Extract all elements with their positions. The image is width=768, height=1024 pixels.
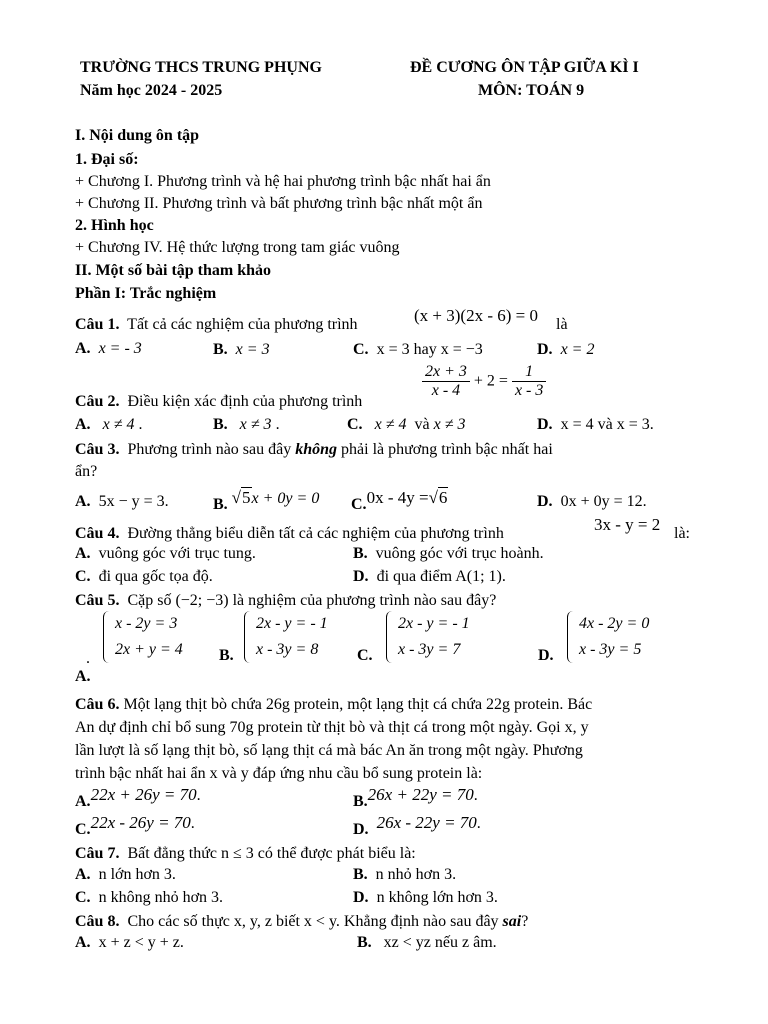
question-text-line: ẩn?: [75, 463, 98, 480]
option-letter: C.: [75, 821, 91, 838]
option-b: [353, 545, 544, 563]
question-text: Đường thẳng biểu diễn tất cả các nghiệm của phương trình: [127, 525, 504, 542]
question-text: Điều kiện xác định của phương trình: [127, 393, 363, 410]
option-letter: A.: [75, 545, 91, 562]
geometry-heading: 2. Hình học: [75, 217, 154, 234]
option-c-system: [386, 611, 470, 663]
option-value: vuông góc với trục hoành.: [375, 545, 544, 562]
option-d: [537, 341, 594, 359]
option-letter: A.: [75, 493, 91, 510]
option-c: C.0x - 4y =√6: [351, 488, 448, 513]
option-letter: B.: [213, 416, 228, 433]
question-2: [75, 391, 362, 413]
question-text: Tất cả các nghiệm của phương trình: [127, 316, 358, 333]
option-c: [347, 416, 465, 434]
option-letter: D.: [537, 493, 553, 510]
option-b: B.: [219, 647, 234, 664]
question-text: Cặp số (−2; −3) là nghiệm của phương trình nào sau đây?: [127, 592, 497, 609]
option-value: 22x + 26y = 70: [90, 785, 197, 804]
option-letter: B.: [353, 866, 368, 883]
option-letter: A.: [75, 866, 91, 883]
option-letter: D.: [353, 821, 369, 838]
option-c: C.: [357, 647, 373, 664]
option-value: 26x - 22y = 70: [376, 813, 477, 832]
question-8: [75, 911, 528, 933]
question-tail: là: [556, 316, 568, 333]
option-letter: B.: [357, 934, 372, 951]
option-d: [537, 493, 647, 511]
question-label: Câu 6.: [75, 696, 120, 713]
system-equation: 2x - y = - 1: [398, 615, 470, 632]
option-letter: B.: [353, 793, 368, 810]
option-value: đi qua gốc tọa độ.: [98, 568, 213, 585]
question-text: ?: [521, 913, 529, 930]
option-d-system: [567, 611, 649, 663]
option-value: x ≠ 4: [374, 416, 407, 433]
option-a: [75, 545, 256, 563]
option-letter: D.: [353, 568, 369, 585]
option-b: [353, 866, 456, 884]
option-letter: A.: [75, 340, 91, 357]
school-name: TRƯỜNG THCS TRUNG PHỤNG: [80, 59, 322, 76]
question-text: phải là phương trình bậc nhất hai: [341, 441, 553, 458]
option-a: [75, 340, 142, 358]
option-a: [75, 866, 176, 884]
option-value: 0x - 4y =: [366, 488, 429, 507]
option-c: [75, 568, 213, 586]
question-label: Câu 5.: [75, 592, 120, 609]
option-c: [353, 341, 483, 359]
conjunction: và: [414, 416, 430, 433]
sqrt-value: 5: [242, 488, 251, 507]
fraction-denominator: x - 3: [514, 382, 544, 399]
sqrt-value: 6: [438, 488, 448, 507]
option-value: x = 4 và x = 3.: [560, 416, 654, 433]
system-equation: x - 3y = 7: [398, 641, 461, 658]
document-title: ĐỀ CƯƠNG ÔN TẬP GIỮA KÌ I: [410, 59, 639, 76]
option-letter: C.: [351, 496, 367, 513]
option-d: [353, 568, 506, 586]
question-label: Câu 4.: [75, 525, 120, 542]
system-equation: x - 3y = 8: [256, 641, 319, 658]
option-letter: D.: [537, 341, 553, 358]
question-text: Bất đẳng thức n ≤ 3 có thể được phát biểu là:: [127, 845, 416, 862]
question-label: Câu 8.: [75, 913, 120, 930]
option-letter: D.: [353, 889, 369, 906]
fraction-denominator: x - 4: [431, 382, 461, 399]
question-3: [75, 439, 553, 461]
option-a-dot: .: [86, 650, 90, 667]
option-b-system: [244, 611, 328, 663]
option-value: x ≠ 4: [102, 416, 135, 433]
option-value: 5x − y = 3.: [98, 493, 169, 510]
option-a-system: [103, 611, 183, 663]
option-value: xz < yz nếu z âm.: [383, 934, 497, 951]
option-value: x = 3: [235, 341, 270, 358]
option-value: vuông góc với trục tung.: [98, 545, 256, 562]
algebra-heading: 1. Đại số:: [75, 151, 139, 168]
option-d: D.: [538, 647, 554, 664]
option-d: [537, 416, 654, 434]
question-label: Câu 3.: [75, 441, 120, 458]
equation: (x + 3)(2x - 6) = 0: [414, 306, 538, 325]
option-letter: C.: [353, 341, 369, 358]
option-value: 22x - 26y = 70: [90, 813, 191, 832]
option-c: C.22x - 26y = 70.: [75, 813, 195, 838]
system-equation: 2x + y = 4: [115, 641, 183, 658]
question-4: [75, 523, 504, 545]
option-letter: C.: [75, 889, 91, 906]
equation: 3x - y = 2: [594, 515, 661, 534]
question-label: Câu 2.: [75, 393, 120, 410]
option-letter: C.: [347, 416, 363, 433]
system-equation: 4x - 2y = 0: [579, 615, 650, 632]
question-7: [75, 843, 416, 865]
system-equation: 2x - y = - 1: [256, 615, 328, 632]
option-b: B. √5x + 0y = 0: [213, 488, 320, 513]
school-year: Năm học 2024 - 2025: [80, 82, 223, 99]
section-2-heading: II. Một số bài tập tham khảo: [75, 262, 272, 279]
system-equation: x - 3y = 5: [579, 641, 642, 658]
option-value: x + z < y + z.: [98, 934, 184, 951]
section-1-heading: I. Nội dung ôn tập: [75, 127, 200, 144]
question-text: Một lạng thịt bò chứa 26g protein, một lạng thịt cá chứa 22g protein. Bác: [123, 696, 593, 713]
option-b: [357, 934, 497, 952]
option-letter: B.: [213, 496, 228, 513]
option-letter: B.: [353, 545, 368, 562]
question-label: Câu 7.: [75, 845, 120, 862]
option-c: [75, 889, 223, 907]
question-text-line: lần lượt là số lạng thịt bò, số lạng thịt cá mà bác An ăn trong một ngày. Phương: [75, 742, 583, 759]
option-value: x = 2: [560, 341, 595, 358]
geometry-item: + Chương IV. Hệ thức lượng trong tam giác vuông: [75, 239, 400, 256]
option-value: n lớn hơn 3.: [98, 866, 176, 883]
algebra-item: + Chương I. Phương trình và hệ hai phương trình bậc nhất hai ẩn: [75, 173, 491, 190]
subject-title: MÔN: TOÁN 9: [478, 82, 585, 99]
option-letter: C.: [75, 568, 91, 585]
question-label: Câu 1.: [75, 316, 120, 333]
option-value: 26x + 22y = 70: [367, 785, 474, 804]
option-d: D. 26x - 22y = 70.: [353, 813, 481, 838]
option-value: n nhỏ hơn 3.: [375, 866, 457, 883]
emphasis: không: [295, 441, 338, 458]
question-1: [75, 314, 358, 336]
option-d: [353, 889, 498, 907]
option-value: x + 0y = 0: [251, 490, 320, 507]
option-a: A.: [75, 668, 91, 685]
option-value: x ≠ 3: [433, 416, 466, 433]
option-b: B. x ≠ 3 .: [213, 416, 280, 433]
option-letter: A.: [75, 416, 91, 433]
question-text: Cho các số thực x, y, z biết x < y. Khẳng định nào sau đây: [127, 913, 499, 930]
option-value: n không lớn hơn 3.: [376, 889, 498, 906]
question-text-line: An dự định chỉ bổ sung 70g protein từ thịt bò và thịt cá trong một ngày. Gọi x, y: [75, 719, 589, 736]
system-equation: x - 2y = 3: [115, 615, 178, 632]
question-5: [75, 590, 496, 612]
option-letter: A.: [75, 793, 91, 810]
algebra-item: + Chương II. Phương trình và bất phương trình bậc nhất một ẩn: [75, 195, 483, 212]
fraction-numerator: 2x + 3: [422, 363, 470, 382]
question-tail: là:: [674, 525, 690, 542]
option-letter: B.: [213, 341, 228, 358]
equation-middle: + 2 =: [473, 372, 508, 390]
option-value: x = - 3: [98, 340, 142, 357]
part-1-heading: Phần I: Trắc nghiệm: [75, 285, 217, 302]
option-value: x = 3 hay x = −3: [376, 341, 483, 358]
option-value: đi qua điểm A(1; 1).: [376, 568, 506, 585]
option-value: x ≠ 3: [239, 416, 272, 433]
option-b: [213, 341, 270, 359]
fraction-numerator: 1: [512, 363, 546, 382]
option-b: B.26x + 22y = 70.: [353, 785, 478, 810]
option-letter: D.: [537, 416, 553, 433]
option-value: 0x + 0y = 12.: [560, 493, 647, 510]
option-a: [75, 493, 169, 511]
option-a: A.22x + 26y = 70.: [75, 785, 201, 810]
question-text-line: trình bậc nhất hai ẩn x và y đáp ứng nhu cầu bổ sung protein là:: [75, 765, 483, 782]
equation: [422, 363, 546, 400]
question-6: [75, 694, 592, 716]
option-a: [75, 934, 184, 952]
question-text: Phương trình nào sau đây: [127, 441, 292, 458]
emphasis: sai: [502, 913, 522, 930]
option-a: A. x ≠ 4 .: [75, 416, 143, 433]
option-letter: A.: [75, 934, 91, 951]
option-value: n không nhỏ hơn 3.: [98, 889, 224, 906]
